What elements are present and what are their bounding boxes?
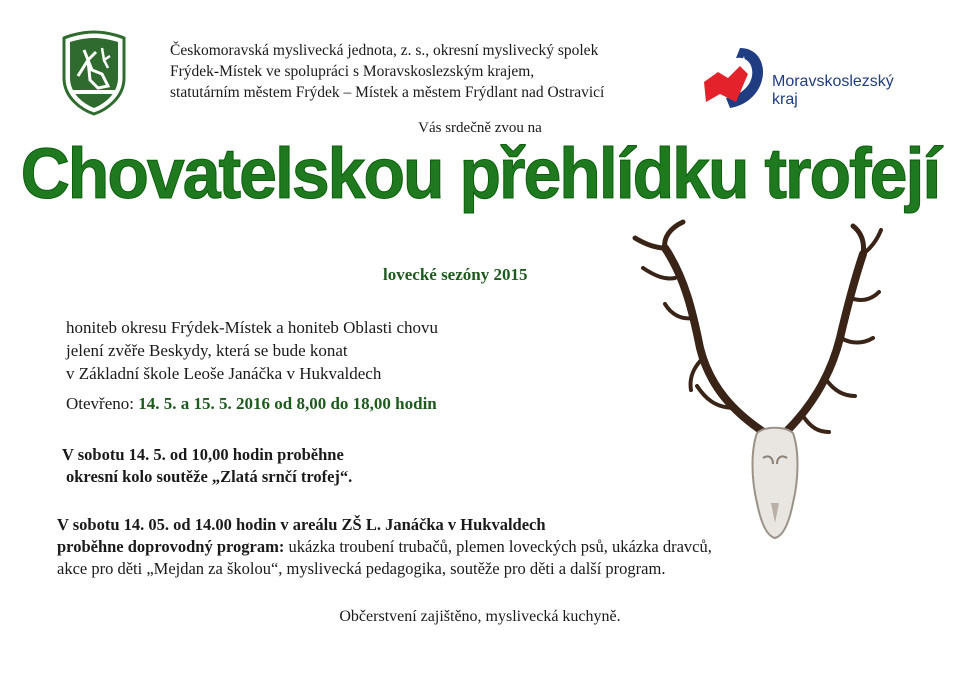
description-line: v Základní škole Leoše Janáčka v Hukvaldech <box>66 364 382 383</box>
org-line: Frýdek-Místek ve spolupráci s Moravskoslezským krajem, <box>170 63 535 80</box>
description-line: honiteb okresu Frýdek-Místek a honiteb Oblasti chovu <box>66 318 439 337</box>
program-line: V sobotu 14. 05. od 14.00 hodin v areálu ZŠ L. Janáčka v Hukvaldech <box>57 515 546 534</box>
kraj-logo-line: Moravskoslezský <box>772 73 894 90</box>
opening-time-start: 8,00 <box>296 394 327 413</box>
page-title: Chovatelskou přehlídku trofejí <box>20 134 940 214</box>
saturday-line: V sobotu 14. 5. od 10,00 hodin proběhne <box>62 445 344 464</box>
deer-emblem-logo <box>58 30 130 116</box>
program-text: ukázka troubení trubačů, plemen loveckých psů, ukázka dravců, <box>284 537 712 556</box>
description-line: jelení zvěře Beskydy, která se bude konat <box>66 341 348 360</box>
refreshments-note: Občerstvení zajištěno, myslivecká kuchyně. <box>339 608 621 625</box>
opening-time-end: 18,00 hodin <box>352 394 437 413</box>
opening-label: Otevřeno: <box>66 394 139 413</box>
saturday-competition <box>62 444 352 488</box>
deer-antlers-trophy-image <box>615 218 895 548</box>
kraj-logo-line: kraj <box>772 91 798 108</box>
season-subtitle: lovecké sezóny 2015 <box>383 265 528 284</box>
invite-line: Vás srdečně zvou na <box>418 120 542 136</box>
organizer-text <box>170 40 690 103</box>
kraj-logo-text <box>772 73 894 109</box>
event-description <box>66 316 438 385</box>
moravskoslezsky-kraj-logo <box>700 42 770 114</box>
org-line: statutárním městem Frýdek – Místek a městem Frýdlant nad Ostravicí <box>170 84 605 101</box>
program-line: akce pro děti „Mejdan za školou“, myslivecká pedagogika, soutěže pro děti a další program. <box>57 559 666 578</box>
org-line: Českomoravská myslivecká jednota, z. s., okresní myslivecký spolek <box>170 42 599 59</box>
opening-dates: 14. 5. a 15. 5. 2016 od <box>138 394 297 413</box>
program-label: proběhne doprovodný program: <box>57 537 285 556</box>
saturday-line: okresní kolo soutěže „Zlatá srnčí trofej“. <box>66 467 353 486</box>
opening-time-sep: do <box>326 394 353 413</box>
opening-hours <box>66 394 437 414</box>
